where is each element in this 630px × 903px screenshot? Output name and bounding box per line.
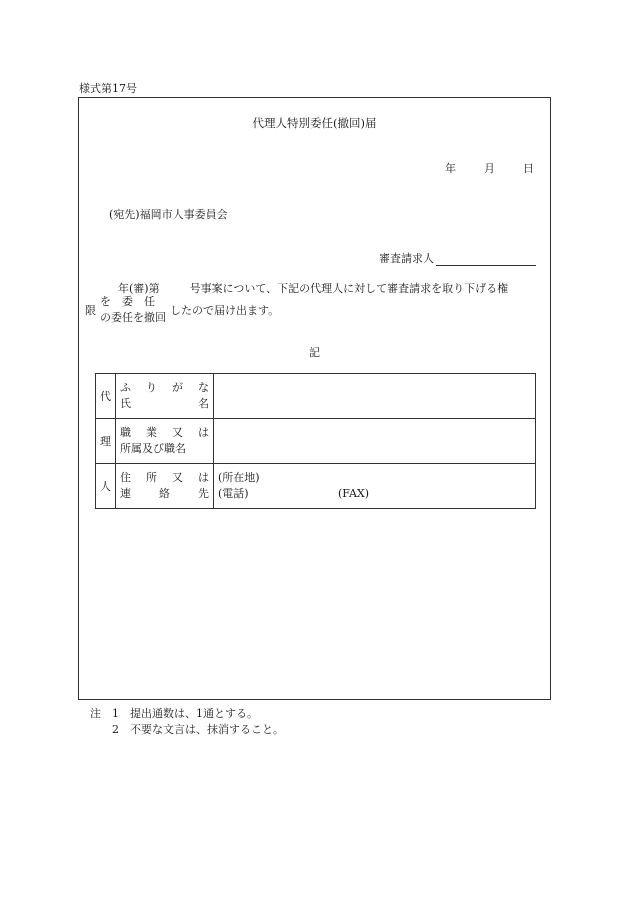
label-char: は [198, 471, 209, 484]
requester-signature-line[interactable] [436, 253, 536, 266]
phone-label: (電話) [218, 487, 249, 500]
table-row [96, 464, 536, 509]
label-char: 氏 [120, 397, 131, 410]
agent-table [95, 373, 536, 509]
address-value-field[interactable] [214, 464, 536, 509]
name-value-field[interactable] [214, 374, 536, 419]
form-number: 様式第17号 [79, 82, 137, 95]
body-year-case: 年(審)第 [118, 282, 160, 295]
note-number: 2 [112, 723, 119, 736]
label-address-contact [116, 464, 214, 509]
label-char: 職 [120, 426, 131, 439]
label-char: が [172, 381, 183, 394]
requester-label: 審査請求人 [379, 252, 434, 265]
label-char: 先 [198, 487, 209, 500]
date-year: 年 [445, 162, 456, 175]
side-char-dai: 代 [96, 374, 116, 419]
date-line [445, 160, 534, 176]
date-day: 日 [523, 162, 534, 175]
label-char: ふ [120, 381, 131, 394]
choice-revoke: の委任を撤回 [100, 311, 166, 324]
label-char: 住 [120, 471, 131, 484]
body-line1-text: 号事案について、下記の代理人に対して審査請求を取り下げる権 [189, 282, 509, 295]
label-char: 絡 [159, 487, 170, 500]
occupation-value-field[interactable] [214, 419, 536, 464]
addressee: (宛先)福岡市人事委員会 [109, 208, 228, 221]
note-item [90, 706, 284, 722]
label-occupation [116, 419, 214, 464]
table-row [96, 419, 536, 464]
label-char: 連 [120, 487, 131, 500]
note-text: 不要な文言は、抹消すること。 [130, 723, 284, 736]
date-month: 月 [484, 162, 495, 175]
choice-delegate: を 委 任 [100, 295, 155, 308]
side-char-ri: 理 [96, 419, 116, 464]
note-item [90, 722, 284, 738]
notes-mark: 注 [90, 707, 101, 720]
note-text: 提出通数は、1通とする。 [130, 707, 258, 720]
address-location-label: (所在地) [218, 471, 260, 484]
label-affiliation: 所属及び職名 [120, 442, 186, 455]
label-char: 業 [146, 426, 157, 439]
label-furigana-name [116, 374, 214, 419]
record-heading: 記 [309, 346, 320, 359]
form-title: 代理人特別委任(撤回)届 [252, 116, 377, 130]
label-char: 所 [146, 471, 157, 484]
requester-field [379, 250, 536, 266]
side-char-nin: 人 [96, 464, 116, 509]
delegate-choice [100, 294, 166, 326]
notes [90, 706, 284, 738]
body-line2-start: 限 [85, 304, 96, 317]
label-char: な [198, 381, 209, 394]
label-char: は [198, 426, 209, 439]
fax-label: (FAX) [338, 487, 370, 500]
table-row [96, 374, 536, 419]
label-char: り [146, 381, 157, 394]
note-number: 1 [112, 707, 119, 720]
body-line2-end: したので届け出ます。 [170, 304, 280, 317]
label-char: 又 [172, 471, 183, 484]
body-line-2 [85, 294, 279, 326]
form-frame [78, 97, 551, 700]
label-char: 名 [198, 397, 209, 410]
label-char: 又 [172, 426, 183, 439]
